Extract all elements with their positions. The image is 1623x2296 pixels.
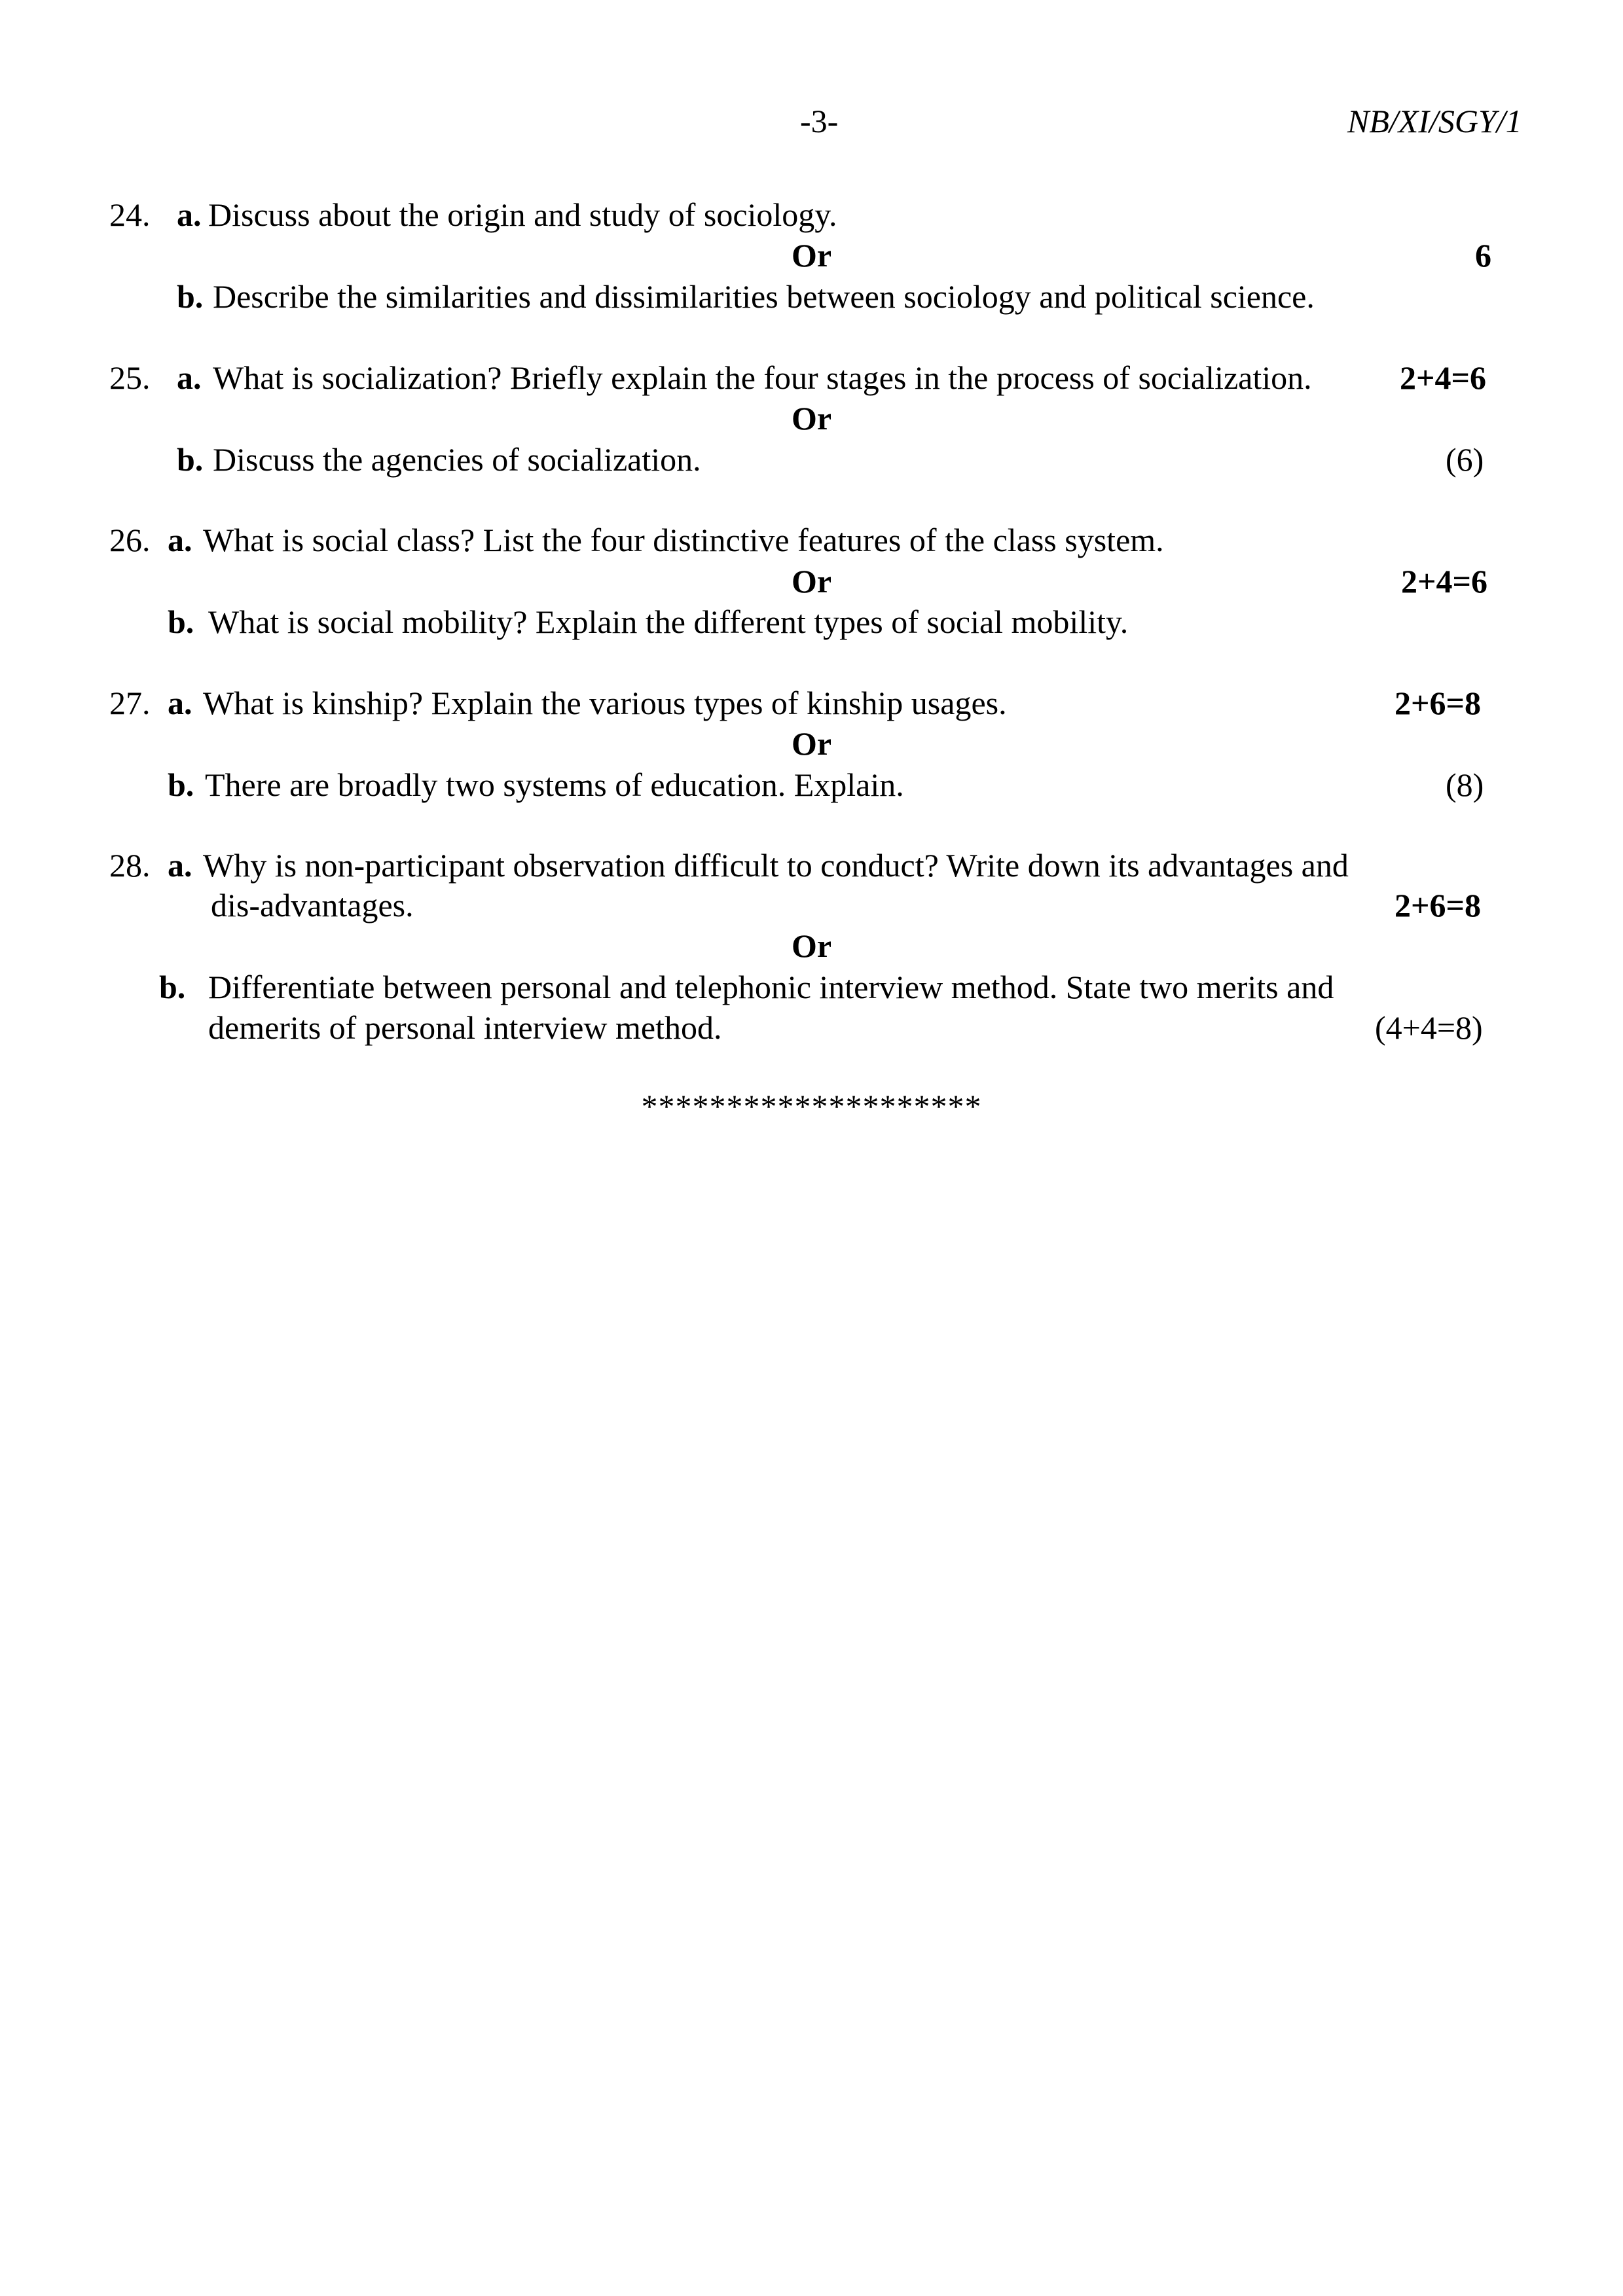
option-a-label: a. [168, 685, 192, 721]
option-b-marks: (6) [1446, 441, 1484, 478]
option-b-label: b. [168, 603, 194, 640]
option-b-text: There are broadly two systems of education. Explain. [205, 766, 904, 803]
option-b-text-line2: demerits of personal interview method. [208, 1009, 722, 1046]
page-number: -3- [800, 103, 839, 139]
option-a-text-line1: Why is non-participant observation difficult to conduct? Write down its advantages and [203, 847, 1349, 884]
question-marks: 2+4=6 [1401, 563, 1487, 600]
option-a-text: What is kinship? Explain the various types of kinship usages. [203, 685, 1007, 721]
option-b-marks: (4+4=8) [1375, 1009, 1483, 1046]
option-a-label: a. [168, 522, 192, 558]
option-b-marks: (8) [1446, 766, 1484, 803]
option-a-marks: 2+6=8 [1395, 887, 1481, 924]
option-a-label: a. [168, 847, 192, 884]
option-b-label: b. [177, 278, 204, 315]
option-a-label: a. [177, 196, 202, 233]
or-separator: Or [791, 725, 832, 762]
option-b-label: b. [177, 441, 204, 478]
option-b-label: b. [168, 766, 194, 803]
or-separator: Or [791, 927, 832, 964]
option-b-text-line1: Differentiate between personal and telephonic interview method. State two merits and [208, 969, 1334, 1005]
question-number: 25. [109, 359, 151, 396]
question-number: 24. [109, 196, 151, 233]
option-b-text: Describe the similarities and dissimilarities between sociology and political science. [213, 278, 1315, 315]
question-number: 27. [109, 685, 151, 721]
option-a-marks: 2+4=6 [1400, 359, 1486, 396]
option-a-marks: 2+6=8 [1395, 685, 1481, 721]
question-marks: 6 [1475, 237, 1491, 274]
option-a-text: What is social class? List the four distinctive features of the class system. [203, 522, 1164, 558]
option-a-text-line2: dis-advantages. [211, 887, 414, 924]
or-separator: Or [791, 563, 832, 600]
option-a-label: a. [177, 359, 202, 396]
option-b-text: What is social mobility? Explain the different types of social mobility. [208, 603, 1129, 640]
or-separator: Or [791, 400, 832, 437]
option-b-label: b. [159, 969, 186, 1005]
option-a-text: Discuss about the origin and study of sociology. [208, 196, 837, 233]
or-separator: Or [791, 237, 832, 274]
option-b-text: Discuss the agencies of socialization. [213, 441, 701, 478]
end-of-paper-stars: ******************** [641, 1088, 982, 1124]
question-number: 28. [109, 847, 151, 884]
paper-code: NB/XI/SGY/1 [1347, 103, 1522, 139]
question-number: 26. [109, 522, 151, 558]
option-a-text: What is socialization? Briefly explain the four stages in the process of socialization. [213, 359, 1312, 396]
